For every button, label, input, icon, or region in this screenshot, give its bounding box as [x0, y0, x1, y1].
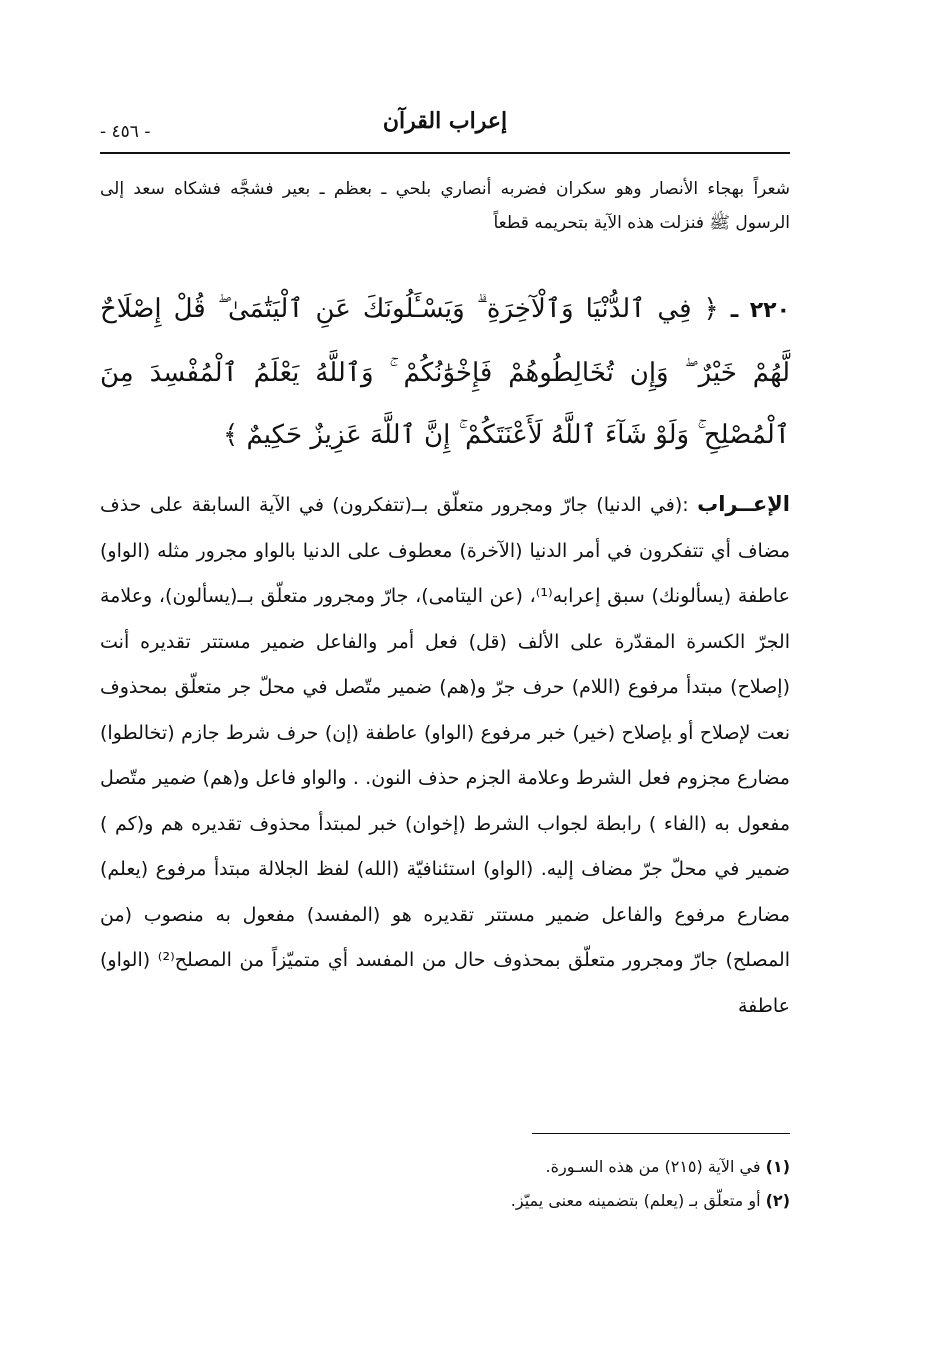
intro-paragraph: شعراً بهجاء الأنصار وهو سكران فضربه أنصاري بلحي ـ بعظم ـ بعير فشجَّه فشكاه سعد إلى الرسول ﷺ فنزلت هذه الآية بتحريمه قطعاً	[100, 179, 790, 233]
footnote-number: (١)	[765, 1157, 790, 1176]
verse-text: ﴿ فِي ٱلدُّنْيَا وَٱلْآخِرَةِ ۗ وَيَسْـَٔلُونَكَ عَنِ ٱلْيَتَٰمَىٰ ۖ قُلْ إِصْلَاحٌ لَّهُمْ خَيْرٌ ۖ وَإِن تُخَالِطُوهُمْ فَإِخْوَٰنُكُمْ ۚ وَٱللَّهُ يَعْلَمُ ٱلْمُفْسِدَ مِنَ ٱلْمُصْلِحِ ۚ وَلَوْ شَآءَ ٱللَّهُ لَأَعْنَتَكُمْ ۚ إِنَّ ٱللَّهَ عَزِيزٌ حَكِيمٌ ﴾	[100, 294, 790, 450]
footnotes	[100, 1150, 790, 1218]
verse-number: ٢٢٠ ـ	[730, 298, 791, 323]
header-divider	[100, 152, 790, 154]
footnote-number: (٢)	[765, 1191, 790, 1210]
footnote-2	[100, 1184, 790, 1218]
book-title: إعراب القرآن	[382, 108, 508, 134]
footnote-text: في الآية (٢١٥) من هذه السـورة.	[545, 1157, 761, 1176]
irab-text: :(في الدنيا) جارّ ومجرور متعلّق بــ(تتفكرون) في الآية السابقة على حذف مضاف أي تتفكرون في أمر الدنيا (الآخرة) معطوف على الدنيا بالواو مجرور مثله (الواو) عاطفة (يسألونك) سبق إعرابه⁽¹⁾، (عن اليتامى)، جارّ ومجرور متعلّق بــ(يسألون)، وعلامة الجرّ الكسرة المقدّرة على الألف (قل) فعل أمر والفاعل ضمير مستتر تقديره أنت (إصلاح) مبتدأ مرفوع (اللام) حرف جرّ و(هم) ضمير متّصل في محلّ جر متعلّق بمحذوف نعت لإصلاح أو بإصلاح (خير) خبر مرفوع (الواو) عاطفة (إن) حرف شرط جازم (تخالطوا) مضارع مجزوم فعل الشرط وعلامة الجزم حذف النون. . والواو فاعل و(هم) ضمير متّصل مفعول به (الفاء ) رابطة لجواب الشرط (إخوان) خبر لمبتدأ محذوف تقديره هم و(كم ) ضمير في محلّ جرّ مضاف إليه. (الواو) استئنافيّة (الله) لفظ الجلالة مبتدأ مرفوع (يعلم) مضارع مرفوع والفاعل ضمير مستتر تقديره هو (المفسد) مفعول به منصوب (من المصلح) جارّ ومجرور متعلّق بمحذوف حال من المفسد أي متميّزاً من المصلح⁽²⁾ (الواو) عاطفة	[100, 494, 790, 1017]
irab-paragraph	[100, 482, 790, 1029]
footnote-divider	[532, 1133, 790, 1134]
page-number: - ٤٥٦ -	[100, 122, 151, 142]
page-header	[100, 100, 790, 152]
quran-verse	[100, 278, 790, 466]
footnote-1	[100, 1150, 790, 1184]
footnote-text: أو متعلّق بـ (يعلم) بتضمينه معنى يميّز.	[510, 1191, 761, 1210]
irab-label: الإعــراب	[697, 492, 790, 516]
